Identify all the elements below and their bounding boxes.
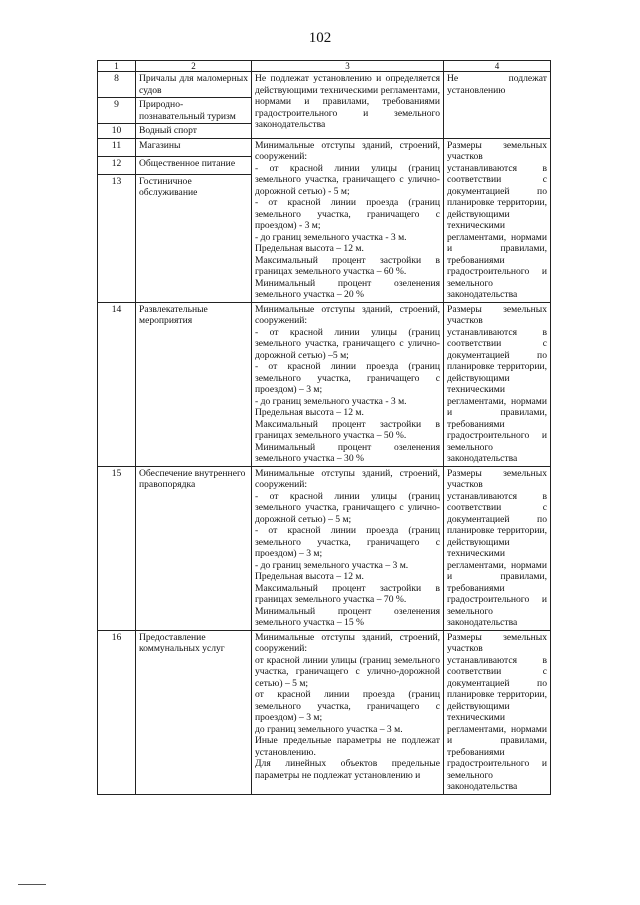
parameter-text: - от красной линии улицы (границ земельного участка, граничащего с улично-дорожной сетью) - 5 м; <box>255 162 440 197</box>
parameter-text: Для линейных объектов предельные параметры не подлежат установлению и <box>255 758 440 781</box>
parameter-text: Максимальный процент застройки в границах земельного участка – 70 %. <box>255 582 440 605</box>
column-header: 4 <box>444 61 551 72</box>
row-number: 8 <box>98 72 136 98</box>
parameters-cell <box>252 138 444 302</box>
plot-size-cell: Размеры земельных участков устанавливаются в соответствии с документацией по планировке территории, действующими техническими регламентами, нормами и правилами, требованиями градостроительного и земельного законодательства <box>444 302 551 466</box>
parameter-text: Максимальный процент застройки в границах земельного участка – 60 %. <box>255 254 440 277</box>
table-header-row <box>98 61 551 72</box>
parameter-text: Предельная высота – 12 м. <box>255 407 364 418</box>
plot-size-cell: Размеры земельных участков устанавливаются в соответствии с документацией по планировке территории, действующими техническими регламентами, нормами и правилами, требованиями градостроительного и земельного законодательства <box>444 138 551 302</box>
row-number: 12 <box>98 156 136 174</box>
column-header: 2 <box>136 61 252 72</box>
parameters-cell <box>252 72 444 139</box>
parameter-text: Минимальные отступы зданий, строений, сооружений: <box>255 631 440 654</box>
regulations-table <box>97 60 551 795</box>
page-number: 102 <box>308 30 332 46</box>
parameter-text: Минимальный процент озеленения земельного участка – 15 % <box>255 605 440 628</box>
use-type-name: Обеспечение внутреннего правопорядка <box>136 466 252 630</box>
parameter-text: Минимальный процент озеленения земельного участка – 30 % <box>255 441 440 464</box>
parameter-text: Предельная высота – 12 м. <box>255 243 364 254</box>
parameter-text: Минимальный процент озеленения земельного участка – 20 % <box>255 277 440 300</box>
use-type-name: Общественное питание <box>136 156 252 174</box>
column-header: 3 <box>252 61 444 72</box>
row-number: 9 <box>98 98 136 124</box>
parameter-text: Предельная высота – 12 м. <box>255 571 364 582</box>
parameter-text: - от красной линии проезда (границ земельного участка, граничащего с проездом) - 3 м; <box>255 197 440 231</box>
parameter-text: - до границ земельного участка - 3 м. <box>255 231 407 243</box>
parameter-text: - от красной линии проезда (границ земельного участка, граничащего с проездом) – 3 м; <box>255 525 440 559</box>
use-type-name: Причалы для маломерных судов <box>136 72 252 98</box>
parameter-text: - от красной линии улицы (границ земельного участка, граничащего с улично-дорожной сетью) – 5 м; <box>255 490 440 525</box>
plot-size-cell: Размеры земельных участков устанавливаются в соответствии с документацией по планировке территории, действующими техническими регламентами, нормами и правилами, требованиями градостроительного и земельного законодательства <box>444 630 551 794</box>
parameter-text: Минимальные отступы зданий, строений, сооружений: <box>255 303 440 326</box>
parameter-text: до границ земельного участка – 3 м. <box>255 723 403 735</box>
table-row <box>98 72 551 98</box>
parameter-text: - до границ земельного участка – 3 м. <box>255 559 409 571</box>
parameters-cell <box>252 466 444 630</box>
parameter-text: Не подлежат установлению и определяется действующими техническими регламентами, нормами и правилами, требованиями градостроительного и земельного законодательства <box>255 73 440 130</box>
row-number: 13 <box>98 174 136 302</box>
use-type-name: Природно-познавательный туризм <box>136 98 252 124</box>
parameter-text: Минимальные отступы зданий, строений, сооружений: <box>255 139 440 162</box>
use-type-name: Развлекательные мероприятия <box>136 302 252 466</box>
row-number: 15 <box>98 466 136 630</box>
parameter-text: от красной линии улицы (границ земельного участка, граничащего с улично-дорожной сетью) – 5 м; <box>255 654 440 689</box>
use-type-name: Магазины <box>136 138 252 156</box>
parameters-cell <box>252 302 444 466</box>
use-type-name: Предоставление коммунальных услуг <box>136 630 252 794</box>
row-number: 14 <box>98 302 136 466</box>
row-number: 10 <box>98 124 136 139</box>
parameters-cell <box>252 630 444 794</box>
scan-artifact <box>18 884 46 885</box>
parameter-text: от красной линии проезда (границ земельного участка, граничащего с проездом) – 3 м; <box>255 689 440 723</box>
table-row <box>98 466 551 630</box>
parameter-text: - до границ земельного участка - 3 м. <box>255 395 407 407</box>
use-type-name: Гостиничное обслуживание <box>136 174 252 302</box>
parameter-text: Максимальный процент застройки в границах земельного участка – 50 %. <box>255 418 440 441</box>
plot-size-cell: Не подлежат установлению <box>444 72 551 139</box>
column-header: 1 <box>98 61 136 72</box>
parameter-text: Иные предельные параметры не подлежат установлению. <box>255 735 440 758</box>
parameter-text: Минимальные отступы зданий, строений, сооружений: <box>255 467 440 490</box>
table-row <box>98 630 551 794</box>
row-number: 16 <box>98 630 136 794</box>
table-row <box>98 138 551 156</box>
use-type-name: Водный спорт <box>136 124 252 139</box>
plot-size-cell: Размеры земельных участков устанавливаются в соответствии с документацией по планировке территории, действующими техническими регламентами, нормами и правилами, требованиями градостроительного и земельного законодательства <box>444 466 551 630</box>
parameter-text: - от красной линии проезда (границ земельного участка, граничащего с проездом) – 3 м; <box>255 361 440 395</box>
parameter-text: - от красной линии улицы (границ земельного участка, граничащего с улично-дорожной сетью) –5 м; <box>255 326 440 361</box>
table-row <box>98 302 551 466</box>
row-number: 11 <box>98 138 136 156</box>
